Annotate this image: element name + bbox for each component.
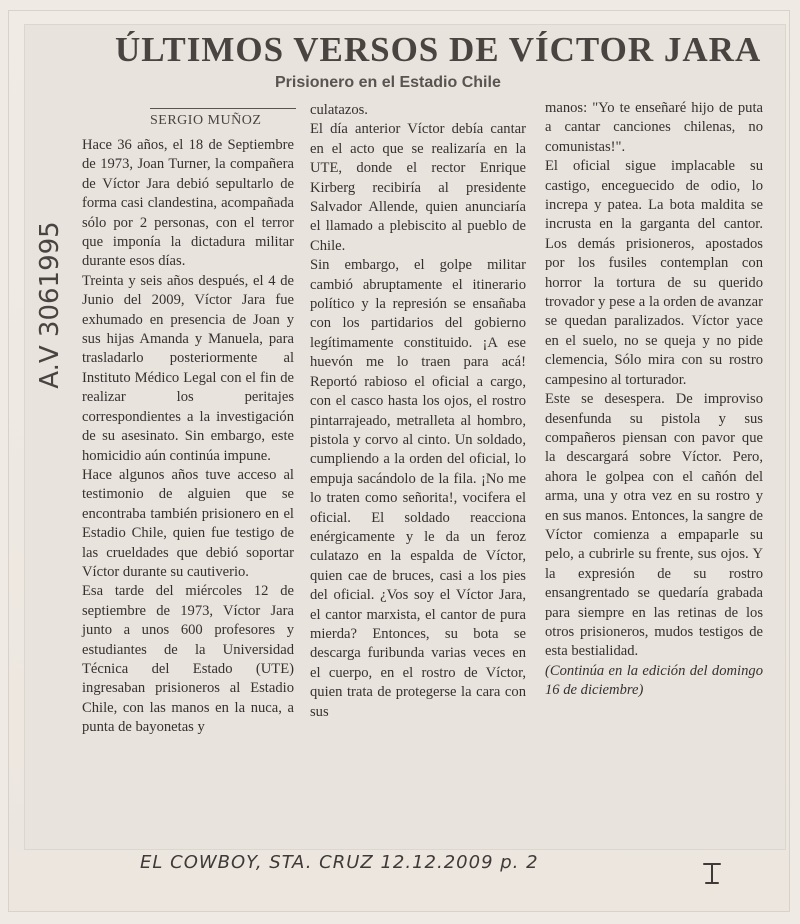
paragraph: Hace 36 años, el 18 de Septiembre de 1973, Joan Turner, la compañera de Víctor Jara debió sepultarlo de forma casi clandestina, acompañada sólo por 2 personas, con el terror que imponía la dictadura militar durante esos días. (82, 137, 294, 270)
paragraph: culatazos. (310, 102, 368, 118)
article-subtitle: Prisionero en el Estadio Chile (275, 74, 501, 91)
article-column-3 (545, 99, 763, 834)
article-headline: ÚLTIMOS VERSOS DE VÍCTOR JARA (115, 30, 762, 69)
handwritten-initial-icon (700, 858, 724, 888)
continuation-note: (Continúa en la edición del domingo 16 de diciembre) (545, 662, 763, 699)
article-column-2 (310, 101, 526, 836)
paragraph: Este se desespera. De improviso desenfunda su pistola y sus compañeros piensan con pavor que la descargará sobre Víctor. Pero, ahora le golpea con el cañón del arma, una y otra vez en su rostro y en sus manos. Entonces, la sangre de Víctor comienza a empaparle su pelo, a cubrirle su frente, sus ojos. Y la expresión de su rostro ensangrentado se quedaría grabada para siempre en las retinas de los otros prisioneros, mudos testigos de esta bestialidad. (545, 391, 763, 660)
paragraph: Hace algunos años tuve acceso al testimonio de alguien que se encontraba también prisionero en el Estadio Chile, quien fue testigo de las crueldades que debió soportar Víctor durante su cautiverio. (82, 466, 294, 580)
handwritten-archive-number: A.V 3061995 (35, 221, 65, 389)
paragraph: Sin embargo, el golpe militar cambió abruptamente el itinerario político y la represión se ensañaba con los partidarios del gobierno legítimamente constituido. ¡A ese huevón me lo traen para acá! Reportó rabioso el oficial a cargo, con el casco hasta los ojos, el rostro pintarrajeado, metralleta al hombro, pistola y corvo al cinto. Un soldado, cumpliendo a la orden del oficial, lo empuja sacándolo de la fila. ¡No me lo traten como señorita!, vocifera el oficial. El soldado reacciona enérgicamente y le da un feroz culatazo en la espalda de Víctor, quien cae de bruces, casi a los pies del oficial. ¿Vos soy el Víctor Jara, el cantor marxista, el cantor de pura mierda? Entonces, su bota se descarga furibunda varias veces en el cuerpo, en el rostro de Víctor, quien trata de protegerse la cara con sus (310, 257, 526, 720)
article-column-1 (82, 136, 294, 836)
article-byline: SERGIO MUÑOZ (150, 108, 296, 129)
paragraph: Treinta y seis años después, el 4 de Junio del 2009, Víctor Jara fue exhumado en presencia de Joan y sus hijas Amanda y Manuela, para trasladarlo posteriormente al Instituto Médico Legal con el fin de realizar los peritajes correspondientes a la investigación de su asesinato. Sin embargo, este homicidio aún continúa impune. (82, 272, 294, 464)
handwritten-source-note: EL COWBOY, STA. CRUZ 12.12.2009 p. 2 (140, 852, 539, 873)
paragraph: manos: "Yo te enseñaré hijo de puta a cantar canciones chilenas, no comunistas!". (545, 100, 763, 155)
paragraph: El oficial sigue implacable su castigo, enceguecido de odio, lo increpa y patea. La bota maldita se incrusta en la garganta del cantor. Los demás prisioneros, apostados por los fusiles contemplan con horror la tortura de su querido trovador y pese a la orden de avanzar se quedan paralizados. Víctor yace en el suelo, no se queja y no pide clemencia, Sólo mira con su rostro campesino al torturador. (545, 158, 763, 388)
paragraph: Esa tarde del miércoles 12 de septiembre de 1973, Víctor Jara junto a unos 600 profesores y estudiantes de la Universidad Técnica del Estado (UTE) ingresaban prisioneros al Estadio Chile, con las manos en la nuca, a punta de bayonetas y (82, 583, 294, 736)
paragraph: El día anterior Víctor debía cantar en el acto que se realizaría en la UTE, donde el rector Enrique Kirberg recibiría al presidente Salvador Allende, quien anunciaría el llamado a plebiscito al pueblo de Chile. (310, 121, 526, 254)
